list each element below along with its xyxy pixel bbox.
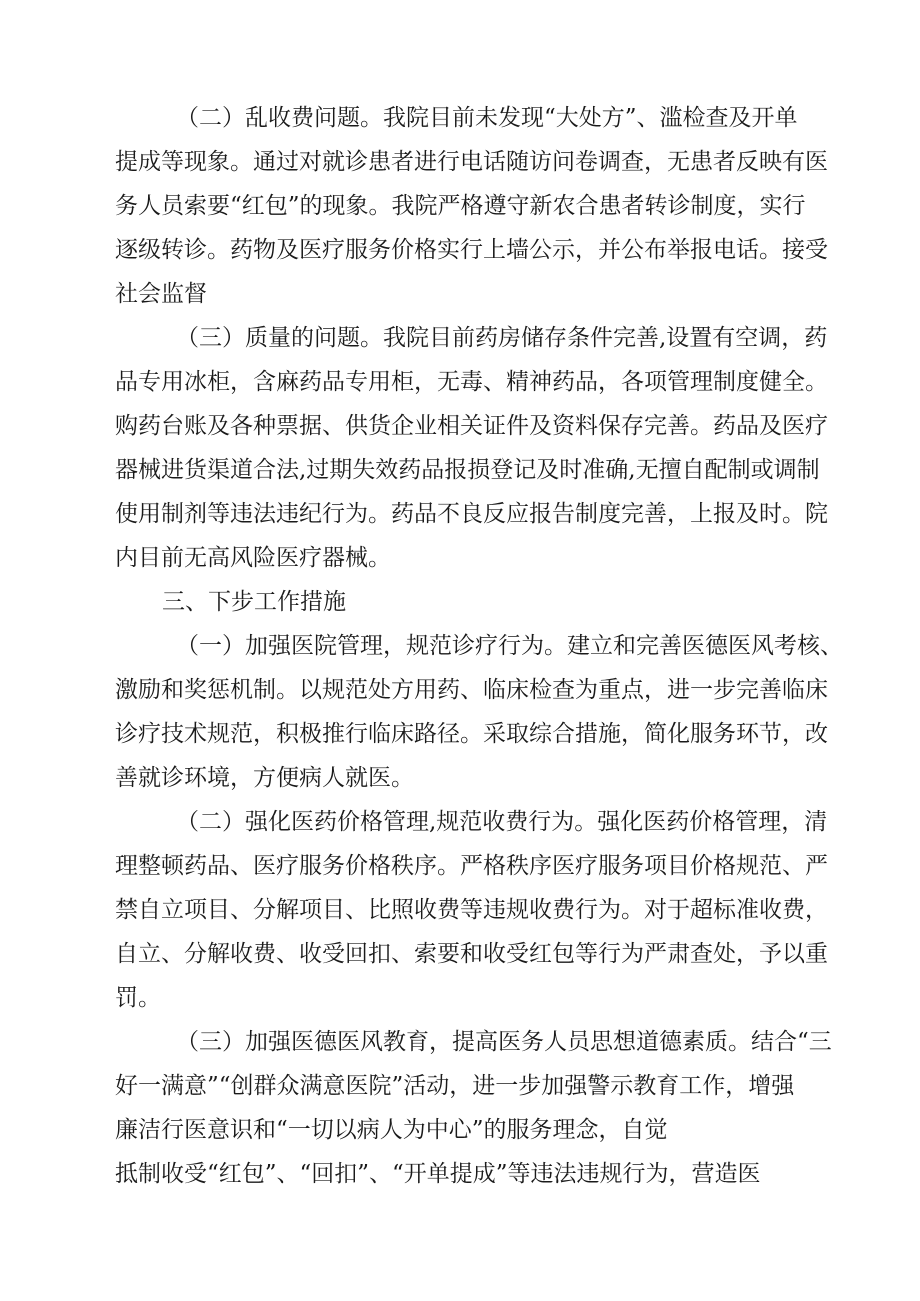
paragraph-line <box>0 675 920 705</box>
line-text: （二）强化医药价格管理,规范收费行为。强化医药价格管理，清 <box>176 809 828 835</box>
line-text: 逐级转诊。药物及医疗服务价格实行上墙公示，并公布举报电话。接受 <box>115 237 828 263</box>
line-text: 务人员索要“红包”的现象。我院严格遵守新农合患者转诊制度，实行 <box>115 193 806 219</box>
line-text: 使用制剂等违法违纪行为。药品不良反应报告制度完善，上报及时。院 <box>115 501 828 527</box>
paragraph-line <box>0 323 920 353</box>
paragraph-line <box>0 1115 920 1145</box>
line-text: 品专用冰柜，含麻药品专用柜，无毒、精神药品，各项管理制度健全。 <box>115 369 828 395</box>
paragraph-line <box>0 191 920 221</box>
paragraph-line <box>0 147 920 177</box>
paragraph-line <box>0 851 920 881</box>
line-text: 理整顿药品、医疗服务价格秩序。严格秩序医疗服务项目价格规范、严 <box>115 853 828 879</box>
line-text: 社会监督 <box>115 281 207 307</box>
section-heading <box>0 587 920 617</box>
line-text: 廉洁行医意识和“一切以病人为中心”的服务理念，自觉 <box>115 1117 668 1143</box>
paragraph-line <box>0 719 920 749</box>
paragraph-line <box>0 411 920 441</box>
line-text: （三）质量的问题。我院目前药房储存条件完善,设置有空调，药 <box>176 325 828 351</box>
line-text: 内目前无高风险医疗器械。 <box>115 545 391 571</box>
line-text: 器械进货渠道合法,过期失效药品报损登记及时准确,无擅自配制或调制 <box>115 457 820 483</box>
paragraph-line <box>0 631 920 661</box>
paragraph-line <box>0 499 920 529</box>
line-text: 购药台账及各种票据、供货企业相关证件及资料保存完善。药品及医疗 <box>115 413 828 439</box>
paragraph-line <box>0 1071 920 1101</box>
line-text: （二）乱收费问题。我院目前未发现“大处方”、滥检查及开单 <box>176 105 798 131</box>
paragraph-line <box>0 1027 920 1057</box>
section-heading-text: 三、下步工作措施 <box>162 589 346 615</box>
line-text: 自立、分解收费、收受回扣、索要和收受红包等行为严肃查处，予以重 <box>115 941 828 967</box>
paragraph-line <box>0 895 920 925</box>
line-text: 善就诊环境，方便病人就医。 <box>115 765 414 791</box>
paragraph-line <box>0 455 920 485</box>
paragraph-line <box>0 939 920 969</box>
line-text: 诊疗技术规范，积极推行临床路径。采取综合措施，简化服务环节，改 <box>115 721 828 747</box>
paragraph-line <box>0 103 920 133</box>
paragraph-line <box>0 235 920 265</box>
line-text: （一）加强医院管理，规范诊疗行为。建立和完善医德医风考核、 <box>176 633 843 659</box>
line-text: 提成等现象。通过对就诊患者进行电话随访问卷调查，无患者反映有医 <box>115 149 828 175</box>
paragraph-line <box>0 279 920 309</box>
line-text: 激励和奖惩机制。以规范处方用药、临床检查为重点，进一步完善临床 <box>115 677 828 703</box>
paragraph-line <box>0 763 920 793</box>
paragraph-line <box>0 807 920 837</box>
line-text: 禁自立项目、分解项目、比照收费等违规收费行为。对于超标准收费， <box>115 897 828 923</box>
paragraph-line <box>0 1159 920 1189</box>
line-text: （三）加强医德医风教育，提高医务人员思想道德素质。结合“三 <box>176 1029 832 1055</box>
paragraph-line <box>0 983 920 1013</box>
paragraph-line <box>0 367 920 397</box>
line-text: 抵制收受“红包”、“回扣”、“开单提成”等违法违规行为，营造医 <box>115 1161 761 1187</box>
line-text: 好一满意”“创群众满意医院”活动，进一步加强警示教育工作，增强 <box>115 1073 795 1099</box>
line-text: 罚。 <box>115 985 161 1011</box>
paragraph-line <box>0 543 920 573</box>
